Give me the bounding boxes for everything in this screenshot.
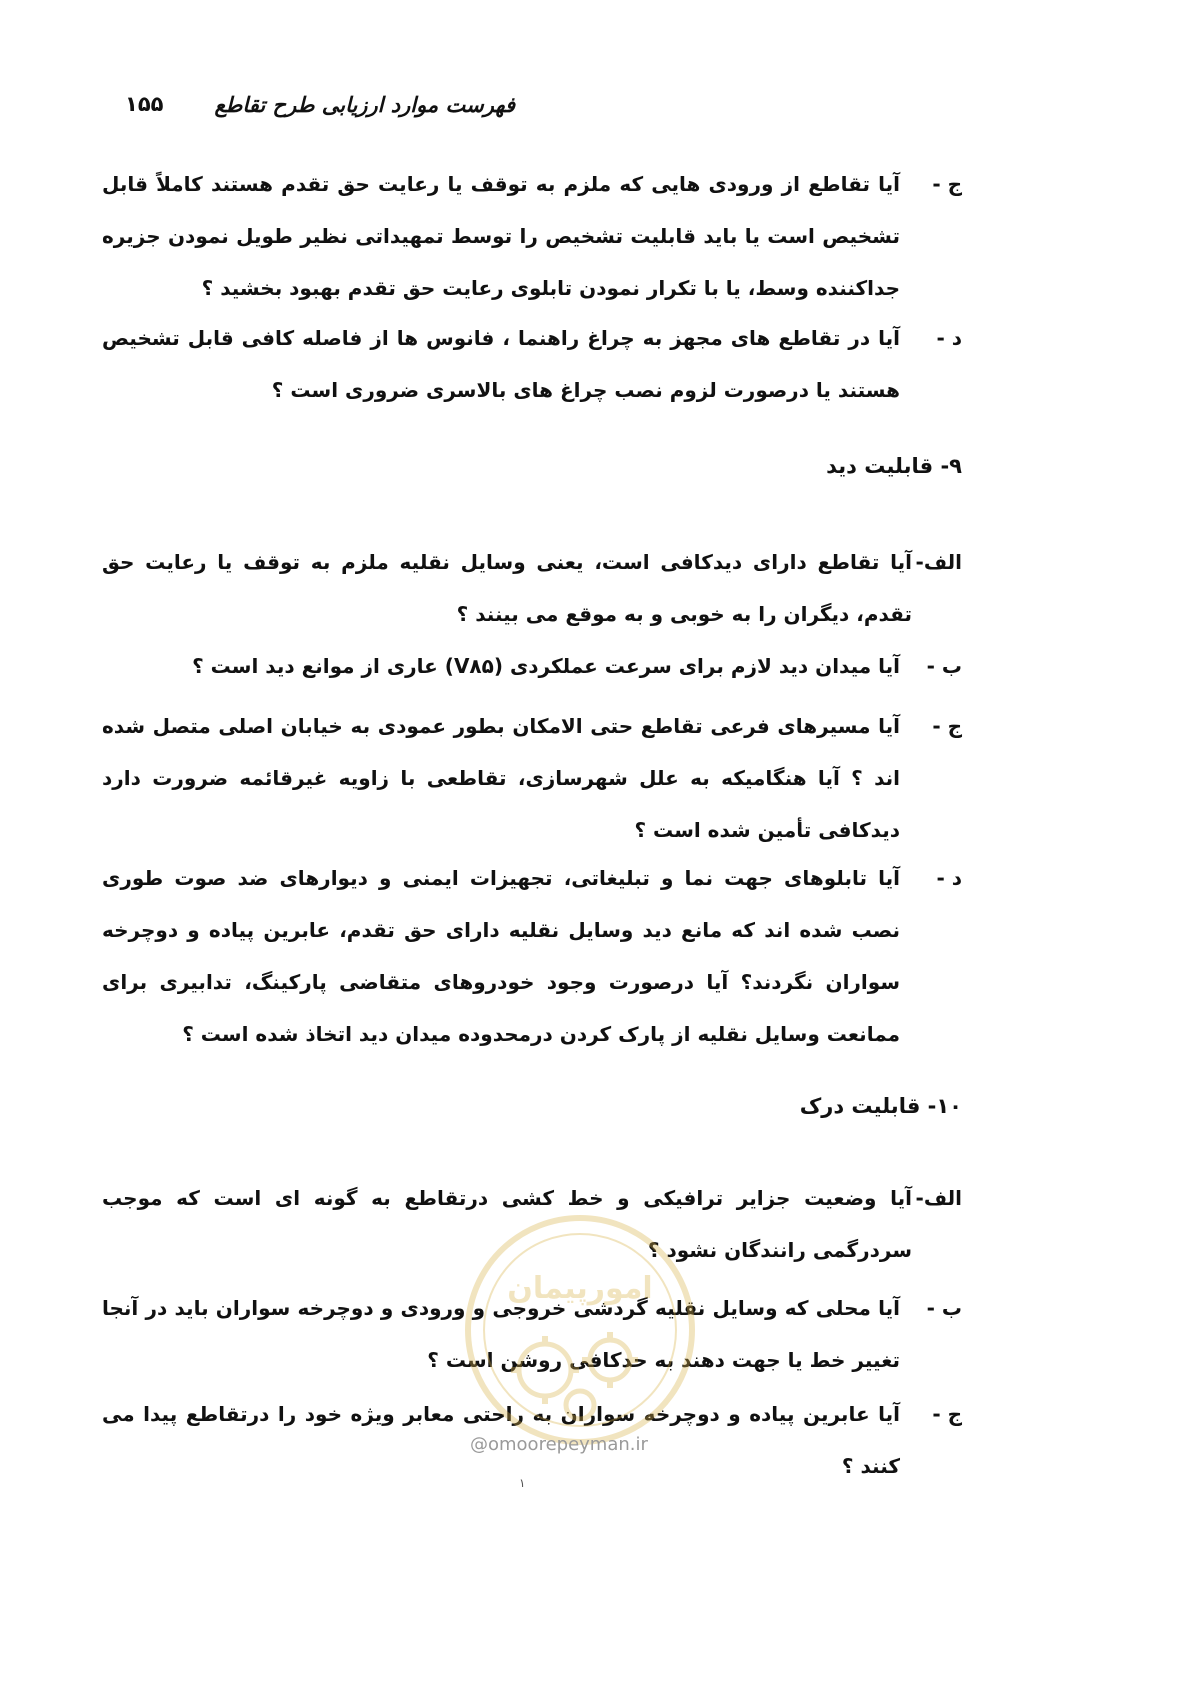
list-item: [102, 536, 962, 640]
list-item: [102, 158, 962, 314]
running-title: فهرست موارد ارزیابی طرح تقاطع: [214, 92, 515, 117]
page-header: [125, 92, 515, 132]
item-text: آیا تقاطع از ورودی هایی که ملزم به توقف یا رعایت حق تقدم هستند کاملاً قابل تشخیص است یا باید قابلیت تشخیص را توسط تمهیداتی نظیر طویل نمودن جزیره جداکننده وسط، یا با تکرار نمودن تابلوی رعایت حق تقدم بهبود بخشید ؟: [102, 172, 900, 300]
item-marker: ب -: [926, 654, 962, 678]
item-marker: الف-: [915, 1186, 962, 1210]
item-marker: ج -: [932, 172, 962, 196]
list-item: [102, 852, 962, 1060]
item-marker: الف-: [915, 550, 962, 574]
list-item: [102, 700, 962, 856]
page-number: ۱۵۵: [125, 92, 164, 116]
item-marker: د -: [936, 326, 962, 350]
item-marker: ب -: [926, 1296, 962, 1320]
item-marker: د -: [936, 866, 962, 890]
watermark-logo-icon: [460, 1210, 700, 1450]
item-text: آیا تقاطع دارای دیدکافی است، یعنی وسایل نقلیه ملزم به توقف یا رعایت حق تقدم، دیگران را به خوبی و به موقع می بینند ؟: [102, 550, 912, 626]
section-heading-visibility: ۹- قابلیت دید: [826, 454, 962, 478]
item-text: آیا در تقاطع های مجهز به چراغ راهنما ، فانوس ها از فاصله کافی قابل تشخیص هستند یا درصورت لزوم نصب چراغ های بالاسری ضروری است ؟: [102, 326, 900, 402]
item-text: آیا میدان دید لازم برای سرعت عملکردی (V۸۵) عاری از موانع دید است ؟: [192, 654, 900, 678]
svg-text:امورپیمان: امورپیمان: [507, 1271, 653, 1306]
item-marker: ج -: [932, 714, 962, 738]
list-item: [102, 640, 962, 692]
list-item: [102, 312, 962, 416]
item-marker: ج -: [932, 1402, 962, 1426]
item-text: آیا محلی که وسایل نقلیه گردشی خروجی و ورودی و دوچرخه سواران باید در آنجا تغییر خط یا جهت دهند به حدکافی روشن است ؟: [102, 1296, 900, 1372]
item-text: آیا وضعیت جزایر ترافیکی و خط کشی درتقاطع به گونه ای است که موجب سردرگمی رانندگان نشود ؟: [102, 1186, 912, 1262]
footer-mark: ۱: [519, 1476, 526, 1490]
item-text: آیا عابرین پیاده و دوچرخه سواران به راحتی معابر ویژه خود را درتقاطع پیدا می کنند ؟: [102, 1402, 900, 1478]
item-text: آیا مسیرهای فرعی تقاطع حتی الامکان بطور عمودی به خیابان اصلی متصل شده اند ؟ آیا هنگامیکه به علل شهرسازی، تقاطعی با زاویه غیرقائمه ضرورت دارد دیدکافی تأمین شده است ؟: [102, 714, 900, 842]
item-text: آیا تابلوهای جهت نما و تبلیغاتی، تجهیزات ایمنی و دیوارهای ضد صوت طوری نصب شده اند که مانع دید وسایل نقلیه دارای حق تقدم، عابرین پیاده و دوچرخه سواران نگردند؟ آیا درصورت وجود خودروهای متقاضی پارکینگ، تدابیری برای ممانعت وسایل نقلیه از پارک کردن درمحدوده میدان دید اتخاذ شده است ؟: [102, 866, 900, 1046]
watermark-url: @omoorepeyman.ir: [470, 1434, 648, 1455]
section-heading-comprehension: ۱۰- قابلیت درک: [799, 1094, 962, 1118]
